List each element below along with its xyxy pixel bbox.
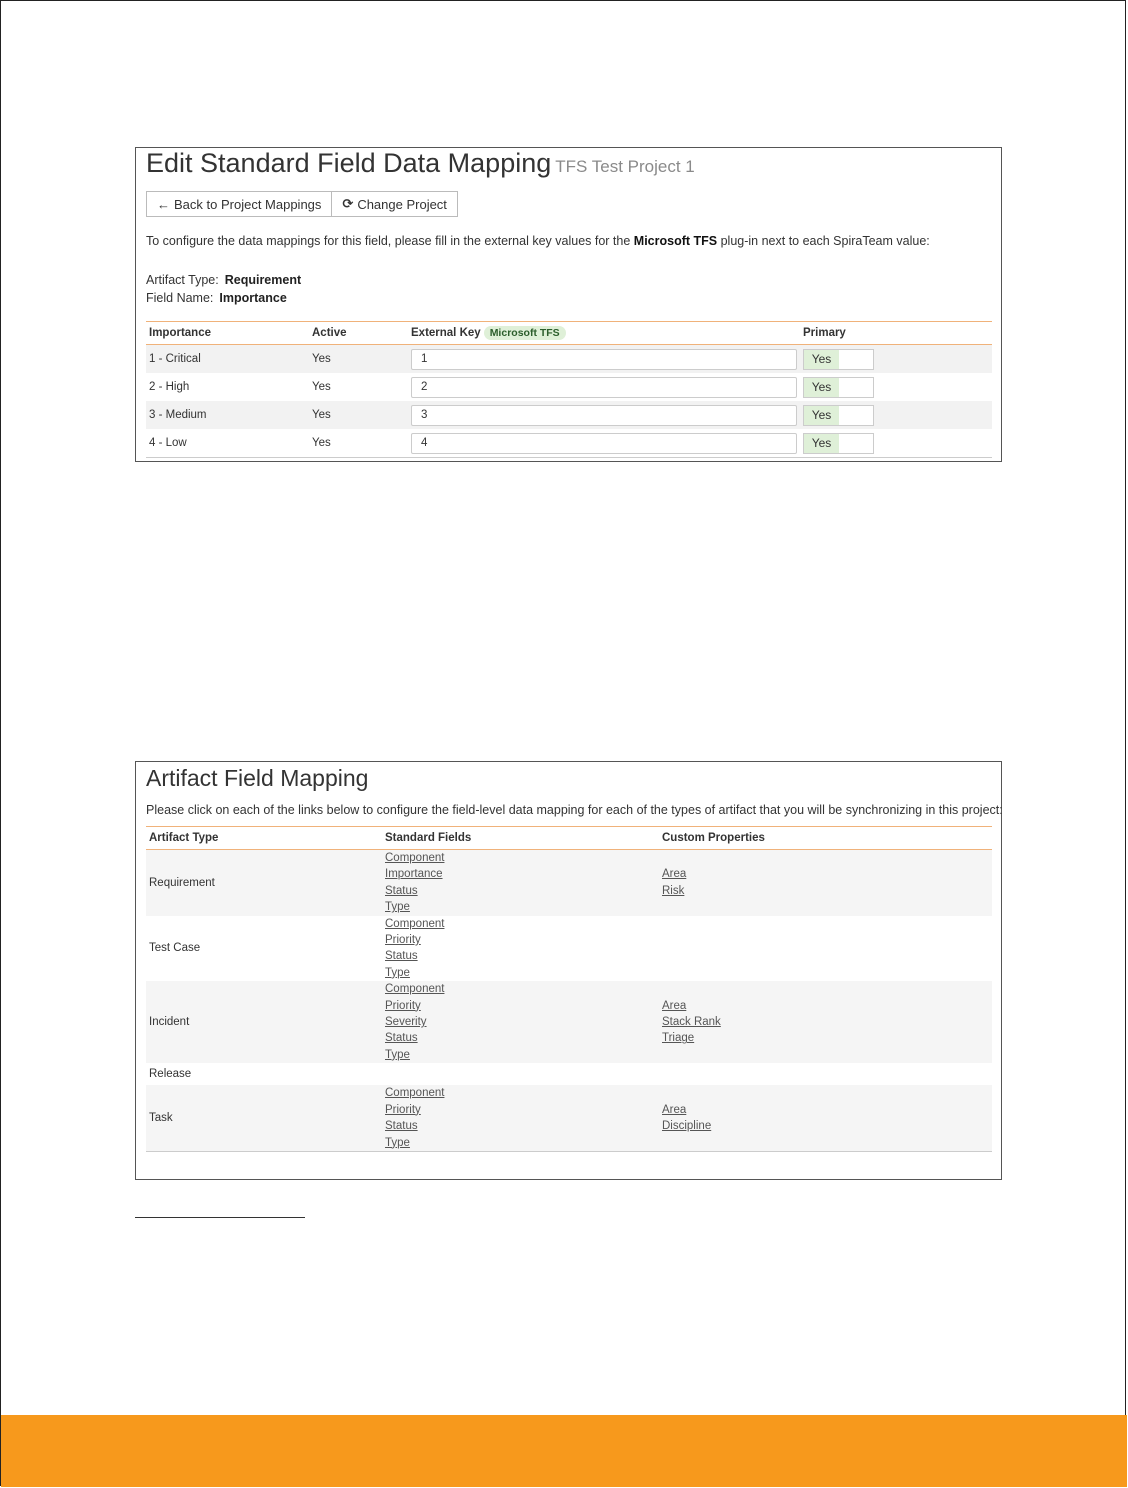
artifact-type-value: Requirement: [224, 273, 302, 287]
field-name-line: [146, 291, 287, 305]
external-key-input[interactable]: [411, 349, 797, 370]
col-external-key-label: External Key: [411, 327, 481, 339]
artifact-title: Artifact Field Mapping: [146, 765, 369, 791]
standard-field-link[interactable]: Status: [385, 1032, 418, 1045]
col-custom-properties: Custom Properties: [659, 827, 992, 850]
primary-cell: [800, 429, 992, 458]
custom-properties-cell: [659, 1085, 992, 1151]
table-row: [146, 401, 992, 429]
standard-field-link[interactable]: Component: [385, 1087, 445, 1100]
table-header-row: [146, 827, 992, 850]
table-row: [146, 1063, 992, 1085]
project-name: TFS Test Project 1: [555, 157, 695, 176]
field-name-value: Importance: [219, 291, 287, 305]
table-row: [146, 916, 992, 982]
standard-field-link[interactable]: Priority: [385, 999, 421, 1012]
artifact-type-cell: Requirement: [146, 850, 382, 916]
custom-property-link[interactable]: Area: [662, 1103, 687, 1116]
standard-field-link[interactable]: Type: [385, 901, 410, 914]
standard-fields-cell: [382, 1085, 659, 1151]
standard-fields-cell: [382, 916, 659, 982]
refresh-icon: ⟳: [342, 196, 354, 211]
standard-fields-cell: [382, 981, 659, 1063]
custom-property-link[interactable]: Risk: [662, 884, 685, 897]
standard-field-link[interactable]: Priority: [385, 934, 421, 947]
table-row: [146, 850, 992, 916]
standard-field-link[interactable]: Status: [385, 884, 418, 897]
standard-field-link[interactable]: Status: [385, 950, 418, 963]
toggle-on-label: Yes: [804, 406, 839, 425]
toggle-on-label: Yes: [804, 434, 839, 453]
page-title: [146, 148, 695, 179]
custom-properties-cell: [659, 981, 992, 1063]
table-row: [146, 429, 992, 458]
artifact-table: [146, 826, 992, 1152]
artifact-type-cell: Release: [149, 1068, 192, 1081]
artifact-type-label: Artifact Type:: [146, 273, 219, 287]
primary-cell: [800, 345, 992, 374]
primary-cell: [800, 401, 992, 429]
col-primary: Primary: [800, 322, 992, 345]
external-key-cell: [408, 345, 800, 374]
custom-property-link[interactable]: Triage: [662, 1032, 695, 1045]
footer-bar: [1, 1415, 1127, 1487]
primary-toggle[interactable]: [803, 405, 874, 426]
standard-field-link[interactable]: Type: [385, 1136, 410, 1149]
standard-field-link[interactable]: Type: [385, 966, 410, 979]
external-key-input[interactable]: [411, 433, 797, 454]
artifact-type-cell: Incident: [146, 981, 382, 1063]
standard-field-link[interactable]: Importance: [385, 868, 443, 881]
importance-cell: 1 - Critical: [146, 345, 309, 374]
standard-field-link[interactable]: Component: [385, 917, 445, 930]
page-title-text: Edit Standard Field Data Mapping: [146, 148, 552, 178]
back-button-label: Back to Project Mappings: [174, 196, 322, 212]
importance-cell: 3 - Medium: [146, 401, 309, 429]
custom-property-link[interactable]: Stack Rank: [662, 1016, 721, 1029]
col-standard-fields: Standard Fields: [382, 827, 659, 850]
external-key-input[interactable]: [411, 405, 797, 426]
standard-fields-cell: [382, 850, 659, 916]
edit-mapping-screenshot: [135, 147, 1002, 462]
standard-field-link[interactable]: Component: [385, 852, 445, 864]
instructions-text: [146, 234, 930, 248]
table-header-row: [146, 322, 992, 345]
toolbar: [146, 191, 458, 217]
artifact-field-mapping-screenshot: [135, 761, 1002, 1180]
artifact-type-cell: Task: [146, 1085, 382, 1151]
toggle-on-label: Yes: [804, 350, 839, 369]
standard-field-link[interactable]: Status: [385, 1120, 418, 1133]
artifact-type-cell: Test Case: [149, 942, 201, 955]
active-cell: Yes: [309, 345, 408, 374]
active-cell: Yes: [312, 381, 331, 393]
custom-properties-cell: [659, 850, 992, 916]
table-row: [146, 1085, 992, 1151]
primary-toggle[interactable]: [803, 433, 874, 454]
external-key-cell: [408, 401, 800, 429]
importance-cell: 4 - Low: [146, 429, 309, 458]
col-artifact-type: Artifact Type: [146, 827, 382, 850]
col-external-key: [408, 322, 800, 345]
artifact-instructions: Please click on each of the links below to configure the field-level data mapping for each of the types of artifact that you will be synchronizing in this project:: [146, 803, 1003, 817]
custom-property-link[interactable]: Discipline: [662, 1120, 712, 1133]
custom-property-link[interactable]: Area: [662, 999, 687, 1012]
external-key-cell: [408, 429, 800, 458]
footnote-divider: [135, 1217, 305, 1218]
change-button-label: Change Project: [357, 196, 447, 212]
custom-properties-cell: [659, 916, 992, 982]
table-row: [146, 981, 992, 1063]
standard-field-link[interactable]: Severity: [385, 1016, 427, 1029]
col-active: Active: [309, 322, 408, 345]
primary-cell: [800, 373, 992, 401]
table-row: [146, 373, 992, 401]
standard-field-link[interactable]: Type: [385, 1048, 410, 1061]
importance-cell: 2 - High: [149, 381, 190, 393]
field-name-label: Field Name:: [146, 291, 214, 305]
intro-prefix: To configure the data mappings for this field, please fill in the external key values for the: [146, 234, 634, 248]
plugin-badge: Microsoft TFS: [484, 326, 566, 340]
table-row: [146, 345, 992, 374]
intro-suffix: plug-in next to each SpiraTeam value:: [717, 234, 930, 248]
arrow-left-icon: ←: [157, 196, 170, 212]
active-cell: Yes: [309, 401, 408, 429]
external-key-cell: [408, 373, 800, 401]
standard-field-link[interactable]: Component: [385, 983, 445, 996]
primary-toggle[interactable]: [803, 349, 874, 370]
active-cell: Yes: [309, 429, 408, 458]
change-project-button[interactable]: [332, 191, 458, 217]
primary-toggle[interactable]: [803, 377, 874, 398]
artifact-type-line: [146, 273, 301, 287]
standard-field-link[interactable]: Priority: [385, 1103, 421, 1116]
mapping-table: [146, 321, 992, 458]
intro-plugin: Microsoft TFS: [633, 234, 718, 248]
back-to-project-mappings-button[interactable]: [146, 191, 332, 217]
custom-property-link[interactable]: Area: [662, 868, 687, 881]
col-importance: Importance: [146, 322, 309, 345]
standard-fields-cell: [382, 1063, 659, 1085]
external-key-input[interactable]: [411, 377, 797, 398]
toggle-on-label: Yes: [804, 378, 839, 397]
custom-properties-cell: [659, 1063, 992, 1085]
